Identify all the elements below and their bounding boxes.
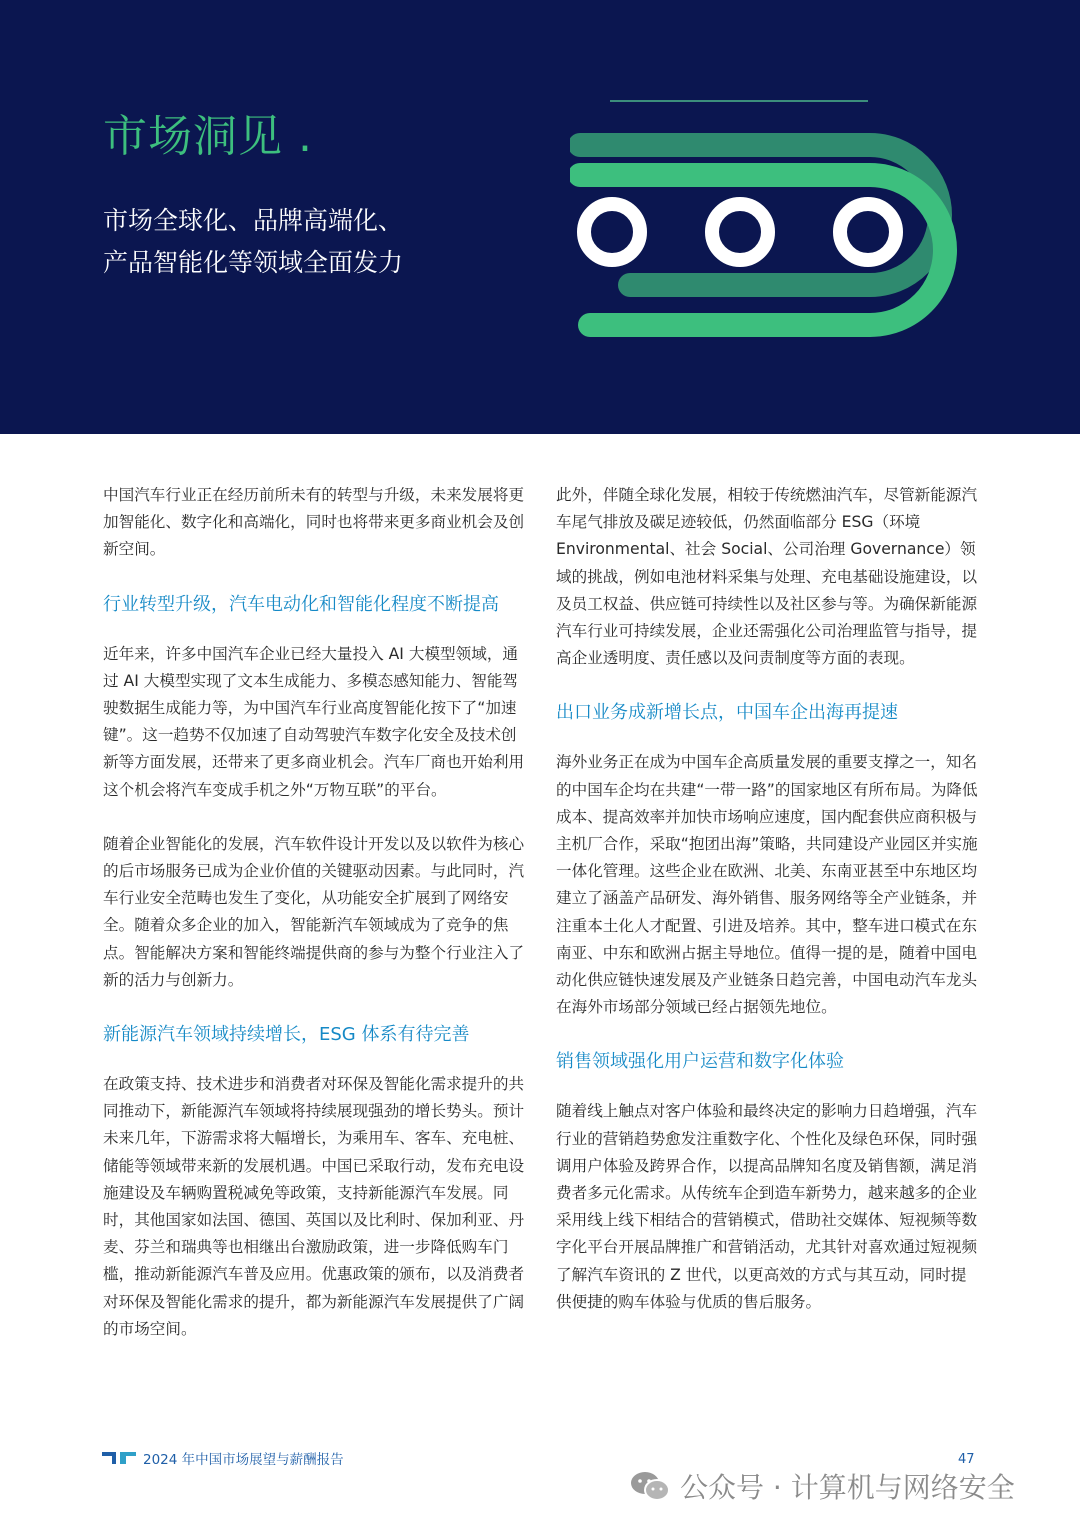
section-heading-new-energy: 新能源汽车领域持续增长，ESG 体系有待完善 xyxy=(103,1024,470,1046)
left-column xyxy=(103,482,528,1370)
paragraph: 近年来，许多中国汽车企业已经大量投入 AI 大模型领域，通过 AI 大模型实现了文本生成能力、多模态感知能力、智能驾驶数据生成能力等，为中国汽车行业高度智能化按下了“加速键”。这一趋势不仅加速了自动驾驶汽车数字化安全及技术创新等方面发展，还带来了更多商业机会。汽车厂商也开始利用这个机会将汽车变成手机之外“万物互联”的平台。 xyxy=(103,644,525,799)
section-heading-export: 出口业务成新增长点，中国车企出海再提速 xyxy=(556,702,898,724)
paragraph: 随着企业智能化的发展，汽车软件设计开发以及以软件为核心的后市场服务已成为企业价值的关键驱动因素。与此同时，汽车行业安全范畴也发生了变化，从功能安全扩展到了网络安全。随着众多企业的加入，智能新汽车领域成为了竞争的焦点。智能解决方案和智能终端提供商的参与为整个行业注入了新的活力与创新力。 xyxy=(103,834,525,989)
conveyor-illustration xyxy=(570,120,980,350)
paragraph: 随着线上触点对客户体验和最终决定的影响力日趋增强，汽车行业的营销趋势愈发注重数字化、个性化及绿色环保，同时强调用户体验及跨界合作，以提高品牌知名度及销售额，满足消费者多元化需求。从传统车企到造车新势力，越来越多的企业采用线上线下相结合的营销模式，借助社交媒体、短视频等数字化平台开展品牌推广和营销活动，尤其针对喜欢通过短视频了解汽车资讯的 Z 世代，以更高效的方式与其互动，同时提供便捷的购车体验与优质的售后服务。 xyxy=(556,1102,978,1311)
hero-banner xyxy=(0,0,1080,434)
section-heading-transformation: 行业转型升级，汽车电动化和智能化程度不断提高 xyxy=(103,593,499,615)
watermark xyxy=(630,1466,1015,1506)
paragraph: 在政策支持、技术进步和消费者对环保及智能化需求提升的共同推动下，新能源汽车领域将持续展现强劲的增长势头。预计未来几年，下游需求将大幅增长，为乘用车、客车、充电桩、储能等领域带来新的发展机遇。中国已采取行动，发布充电设施建设及车辆购置税减免等政策，支持新能源汽车发展。同时，其他国家如法国、德国、英国以及比利时、保加利亚、丹麦、芬兰和瑞典等也相继出台激励政策，进一步降低购车门槛，推动新能源汽车普及应用。优惠政策的颁布，以及消费者对环保及智能化需求的提升，都为新能源汽车发展提供了广阔的市场空间。 xyxy=(103,1075,525,1338)
intro-paragraph: 此外，伴随全球化发展，相较于传统燃油汽车，尽管新能源汽车尾气排放及碳足迹较低，仍然面临部分 ESG（环境 Environmental、社会 Social、公司治理 Governance）领域的挑战，例如电池材料采集与处理、充电基础设施建设，以及员工权益、供应链可持续性以及社区参与等。为确保新能源汽车行业可持续发展，企业还需强化公司治理监管与指导，提高企业透明度、责任感以及问责制度等方面的表现。 xyxy=(556,486,978,668)
page-subtitle xyxy=(103,200,403,284)
decorative-line xyxy=(610,100,868,102)
right-column xyxy=(556,482,981,1343)
watermark-text: 公众号 · 计算机与网络安全 xyxy=(680,1471,1015,1504)
subtitle-line-2: 产品智能化等领域全面发力 xyxy=(103,248,404,277)
report-title: 2024 年中国市场展望与薪酬报告 xyxy=(143,1452,344,1468)
page-title: 市场洞见 . xyxy=(103,111,313,162)
intro-paragraph: 中国汽车行业正在经历前所未有的转型与升级，未来发展将更加智能化、数字化和高端化，同时也将带来更多商业机会及创新空间。 xyxy=(103,486,525,559)
page-number: 47 xyxy=(958,1452,975,1467)
paragraph: 海外业务正在成为中国车企高质量发展的重要支撑之一，知名的中国车企均在共建“一带一路”的国家地区有所布局。为降低成本、提高效率并加快市场响应速度，国内配套供应商积极与主机厂合作，采取“抱团出海”策略，共同建设产业园区并实施一体化管理。这些企业在欧洲、北美、东南亚甚至中东地区均建立了涵盖产品研发、海外销售、服务网络等全产业链条，并注重本土化人才配置、引进及培养。其中，整车进口模式在东南亚、中东和欧洲占据主导地位。值得一提的是，随着中国电动化供应链快速发展及产业链条日趋完善，中国电动汽车龙头在海外市场部分领域已经占据领先地位。 xyxy=(556,753,978,1017)
subtitle-line-1: 市场全球化、品牌高端化、 xyxy=(103,206,404,235)
section-heading-sales: 销售领域强化用户运营和数字化体验 xyxy=(556,1051,844,1073)
company-logo-icon xyxy=(102,1450,136,1466)
wechat-icon xyxy=(630,1470,670,1502)
